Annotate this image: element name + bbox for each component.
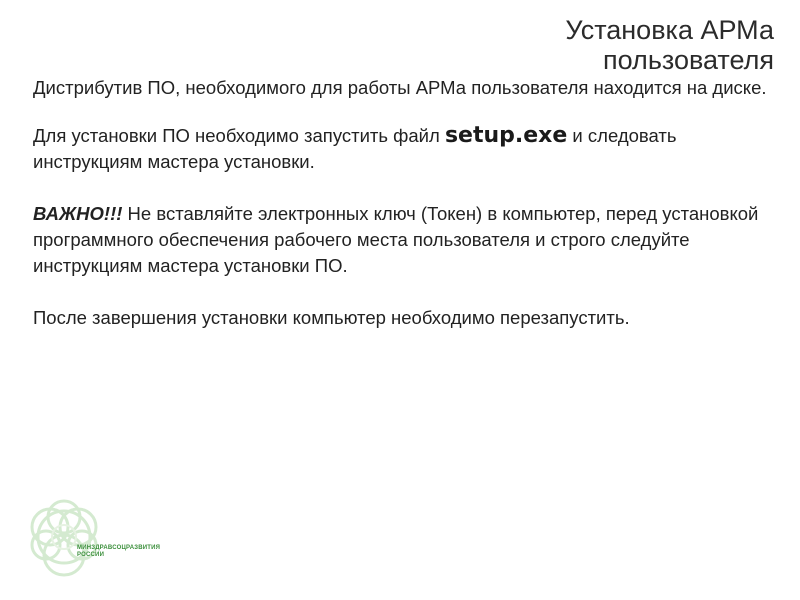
slide-body: [33, 75, 773, 331]
important-text: Не вставляйте электронных ключ (Токен) в компьютер, перед установкой программного обеспечения рабочего места пользователя и строго следуйте инструкциям мастера установки ПО.: [33, 203, 759, 276]
paragraph-setup: [33, 123, 773, 175]
paragraph-distribution: Дистрибутив ПО, необходимого для работы АРМа пользователя находится на диске.: [33, 77, 767, 98]
ministry-logo: [22, 493, 172, 583]
slide-title: Установка АРМа пользователя: [565, 15, 774, 75]
important-label: ВАЖНО!!!: [33, 203, 123, 224]
paragraph-important: [33, 201, 773, 279]
setup-text-after: и следовать инструкциям мастера установки.: [33, 125, 677, 172]
logo-text-line2: РОССИИ: [77, 552, 105, 558]
setup-filename: setup.exe: [444, 123, 568, 148]
setup-text-before: Для установки ПО необходимо запустить файл: [33, 125, 445, 146]
logo-rings-icon: [22, 493, 172, 583]
paragraph-restart: После завершения установки компьютер необходимо перезапустить.: [33, 307, 630, 328]
logo-text-line1: МИНЗДРАВСОЦРАЗВИТИЯ: [77, 545, 161, 551]
logo-text: [77, 545, 160, 559]
